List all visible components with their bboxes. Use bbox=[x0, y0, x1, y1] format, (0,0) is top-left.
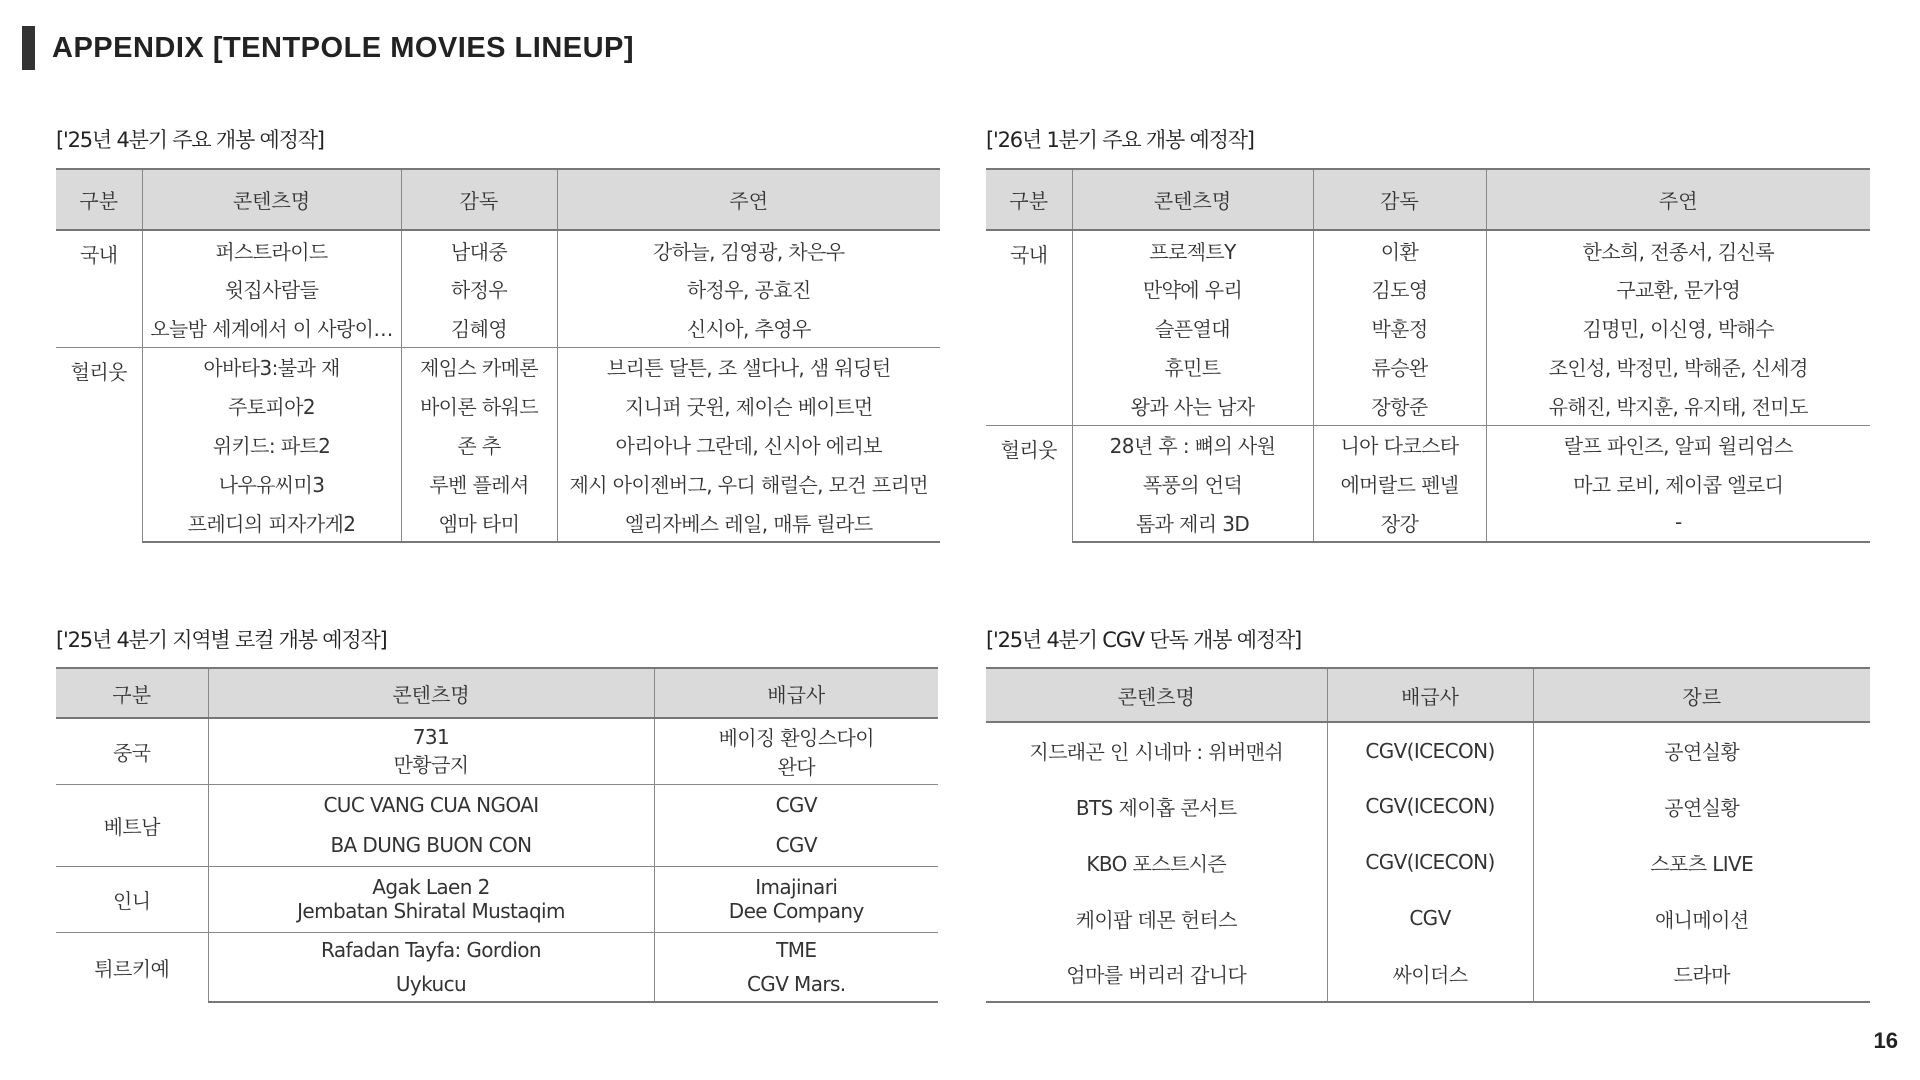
title-cell: 지드래곤 인 시네마 : 위버맨쉬 bbox=[986, 722, 1327, 778]
distributor-text: Imajinari bbox=[755, 875, 838, 899]
table-row bbox=[56, 425, 940, 464]
distributor-cell: CGV(ICECON) bbox=[1327, 778, 1533, 834]
table-row bbox=[56, 308, 940, 347]
distributor-cell: CGV(ICECON) bbox=[1327, 834, 1533, 890]
distributor-cell: CGV bbox=[1327, 890, 1533, 946]
title-cell: 슬픈열대 bbox=[1072, 308, 1313, 347]
director-cell: 남대중 bbox=[401, 230, 557, 269]
title-cell: 엄마를 버리러 갑니다 bbox=[986, 946, 1327, 1002]
director-cell: 장항준 bbox=[1313, 386, 1486, 425]
region-cell: 튀르키예 bbox=[56, 932, 208, 1002]
table-row bbox=[56, 932, 938, 967]
title-cell: 왕과 사는 남자 bbox=[1072, 386, 1313, 425]
title-cell: 윗집사람들 bbox=[142, 269, 401, 308]
section-title-q1-main: ['26년 1분기 주요 개봉 예정작] bbox=[986, 128, 1254, 152]
section-title-q4-main: ['25년 4분기 주요 개봉 예정작] bbox=[56, 128, 324, 152]
table-row bbox=[986, 722, 1870, 778]
title-cell: 오늘밤 세계에서 이 사랑이… bbox=[142, 308, 401, 347]
q4-main-table bbox=[56, 168, 940, 543]
region-cell: 베트남 bbox=[56, 784, 208, 866]
title-text: Jembatan Shiratal Mustaqim bbox=[297, 899, 565, 923]
title-text: 731 bbox=[412, 724, 450, 749]
title-cell: BA DUNG BUON CON bbox=[208, 825, 654, 866]
cast-cell: 신시아, 추영우 bbox=[557, 308, 940, 347]
table-row bbox=[986, 230, 1870, 269]
cast-cell: 엘리자베스 레일, 매튜 릴라드 bbox=[557, 503, 940, 542]
title-text: 만황금지 bbox=[393, 752, 469, 777]
region-cell: 중국 bbox=[56, 718, 208, 784]
distributor-cell: TME bbox=[654, 932, 938, 967]
header-category: 구분 bbox=[56, 169, 142, 230]
title-cell bbox=[208, 718, 654, 784]
director-cell: 루벤 플레셔 bbox=[401, 464, 557, 503]
title-cell: CUC VANG CUA NGOAI bbox=[208, 784, 654, 825]
title-cell: 주토피아2 bbox=[142, 386, 401, 425]
title-cell: Uykucu bbox=[208, 967, 654, 1002]
table-row bbox=[986, 269, 1870, 308]
table-row bbox=[56, 503, 940, 542]
table-row bbox=[986, 946, 1870, 1002]
cast-cell: 지니퍼 굿윈, 제이슨 베이트먼 bbox=[557, 386, 940, 425]
director-cell: 바이론 하워드 bbox=[401, 386, 557, 425]
table-row bbox=[56, 347, 940, 386]
table-row bbox=[986, 425, 1870, 464]
distributor-cell bbox=[654, 718, 938, 784]
distributor-text: Dee Company bbox=[728, 899, 864, 923]
table-row bbox=[56, 718, 938, 784]
header-category: 구분 bbox=[986, 169, 1072, 230]
title-cell: 프로젝트Y bbox=[1072, 230, 1313, 269]
title-cell: 케이팝 데몬 헌터스 bbox=[986, 890, 1327, 946]
title-cell: 나우유씨미3 bbox=[142, 464, 401, 503]
table-row bbox=[986, 890, 1870, 946]
director-cell: 김혜영 bbox=[401, 308, 557, 347]
table-row bbox=[986, 386, 1870, 425]
director-cell: 니아 다코스타 bbox=[1313, 425, 1486, 464]
cast-cell: 유해진, 박지훈, 유지태, 전미도 bbox=[1486, 386, 1870, 425]
table-row bbox=[56, 866, 938, 932]
title-cell: KBO 포스트시즌 bbox=[986, 834, 1327, 890]
title-cell: 위키드: 파트2 bbox=[142, 425, 401, 464]
cast-cell: 구교환, 문가영 bbox=[1486, 269, 1870, 308]
distributor-cell: 싸이더스 bbox=[1327, 946, 1533, 1002]
table-row bbox=[986, 834, 1870, 890]
header-cast: 주연 bbox=[557, 169, 940, 230]
title-text: Agak Laen 2 bbox=[372, 875, 490, 899]
table-row bbox=[56, 230, 940, 269]
table-row bbox=[986, 778, 1870, 834]
cast-cell: 조인성, 박정민, 박해준, 신세경 bbox=[1486, 347, 1870, 386]
title-cell: 톰과 제리 3D bbox=[1072, 503, 1313, 542]
title-cell: Rafadan Tayfa: Gordion bbox=[208, 932, 654, 967]
table-row bbox=[56, 386, 940, 425]
category-cell: 헐리웃 bbox=[56, 347, 142, 542]
q4-cgv-table bbox=[986, 667, 1870, 1003]
table-row bbox=[56, 269, 940, 308]
title-accent-bar bbox=[22, 26, 35, 70]
director-cell: 하정우 bbox=[401, 269, 557, 308]
director-cell: 이환 bbox=[1313, 230, 1486, 269]
cast-cell: 한소희, 전종서, 김신록 bbox=[1486, 230, 1870, 269]
header-genre: 장르 bbox=[1533, 668, 1870, 722]
table-row bbox=[986, 308, 1870, 347]
category-cell: 국내 bbox=[56, 230, 142, 347]
genre-cell: 애니메이션 bbox=[1533, 890, 1870, 946]
page-number: 16 bbox=[1873, 1028, 1898, 1053]
distributor-cell: CGV bbox=[654, 784, 938, 825]
distributor-cell: CGV bbox=[654, 825, 938, 866]
section-title-q4-local: ['25년 4분기 지역별 로컬 개봉 예정작] bbox=[56, 628, 387, 652]
title-cell: 아바타3:불과 재 bbox=[142, 347, 401, 386]
q4-local-table bbox=[56, 667, 938, 1003]
director-cell: 박훈정 bbox=[1313, 308, 1486, 347]
category-cell: 헐리웃 bbox=[986, 425, 1072, 542]
title-cell: 퍼스트라이드 bbox=[142, 230, 401, 269]
page-title: APPENDIX [TENTPOLE MOVIES LINEUP] bbox=[52, 32, 635, 64]
director-cell: 에머랄드 펜넬 bbox=[1313, 464, 1486, 503]
header-director: 감독 bbox=[1313, 169, 1486, 230]
category-cell: 국내 bbox=[986, 230, 1072, 425]
q1-main-table bbox=[986, 168, 1870, 543]
table-row bbox=[986, 503, 1870, 542]
header-distributor: 배급사 bbox=[1327, 668, 1533, 722]
cast-cell: - bbox=[1486, 503, 1870, 542]
director-cell: 김도영 bbox=[1313, 269, 1486, 308]
title-cell: 폭풍의 언덕 bbox=[1072, 464, 1313, 503]
region-cell: 인니 bbox=[56, 866, 208, 932]
genre-cell: 공연실황 bbox=[1533, 722, 1870, 778]
table-row bbox=[56, 464, 940, 503]
title-cell: 만약에 우리 bbox=[1072, 269, 1313, 308]
header-title: 콘텐츠명 bbox=[208, 668, 654, 718]
cast-cell: 브리튼 달튼, 조 샐다나, 샘 워딩턴 bbox=[557, 347, 940, 386]
director-cell: 장강 bbox=[1313, 503, 1486, 542]
genre-cell: 스포츠 LIVE bbox=[1533, 834, 1870, 890]
director-cell: 존 추 bbox=[401, 425, 557, 464]
title-cell: 28년 후 : 뼈의 사원 bbox=[1072, 425, 1313, 464]
director-cell: 제임스 카메론 bbox=[401, 347, 557, 386]
genre-cell: 공연실황 bbox=[1533, 778, 1870, 834]
header-director: 감독 bbox=[401, 169, 557, 230]
header-title: 콘텐츠명 bbox=[1072, 169, 1313, 230]
cast-cell: 하정우, 공효진 bbox=[557, 269, 940, 308]
header-distributor: 배급사 bbox=[654, 668, 938, 718]
cast-cell: 마고 로비, 제이콥 엘로디 bbox=[1486, 464, 1870, 503]
director-cell: 류승완 bbox=[1313, 347, 1486, 386]
director-cell: 엠마 타미 bbox=[401, 503, 557, 542]
title-cell: 휴민트 bbox=[1072, 347, 1313, 386]
table-row bbox=[986, 464, 1870, 503]
cast-cell: 김명민, 이신영, 박해수 bbox=[1486, 308, 1870, 347]
section-title-q4-cgv: ['25년 4분기 CGV 단독 개봉 예정작] bbox=[986, 628, 1301, 652]
cast-cell: 제시 아이젠버그, 우디 해럴슨, 모건 프리먼 bbox=[557, 464, 940, 503]
header-title: 콘텐츠명 bbox=[142, 169, 401, 230]
header-region: 구분 bbox=[56, 668, 208, 718]
cast-cell: 강하늘, 김영광, 차은우 bbox=[557, 230, 940, 269]
table-row bbox=[986, 347, 1870, 386]
header-title: 콘텐츠명 bbox=[986, 668, 1327, 722]
distributor-cell bbox=[654, 866, 938, 932]
distributor-cell: CGV Mars. bbox=[654, 967, 938, 1002]
cast-cell: 랄프 파인즈, 알피 윌리엄스 bbox=[1486, 425, 1870, 464]
distributor-cell: CGV(ICECON) bbox=[1327, 722, 1533, 778]
genre-cell: 드라마 bbox=[1533, 946, 1870, 1002]
cast-cell: 아리아나 그란데, 신시아 에리보 bbox=[557, 425, 940, 464]
title-cell: 프레디의 피자가게2 bbox=[142, 503, 401, 542]
title-cell: BTS 제이홉 콘서트 bbox=[986, 778, 1327, 834]
distributor-text: 베이징 환잉스다이 bbox=[718, 726, 875, 751]
header-cast: 주연 bbox=[1486, 169, 1870, 230]
table-row bbox=[56, 784, 938, 825]
distributor-text: 완다 bbox=[777, 755, 815, 780]
title-cell bbox=[208, 866, 654, 932]
